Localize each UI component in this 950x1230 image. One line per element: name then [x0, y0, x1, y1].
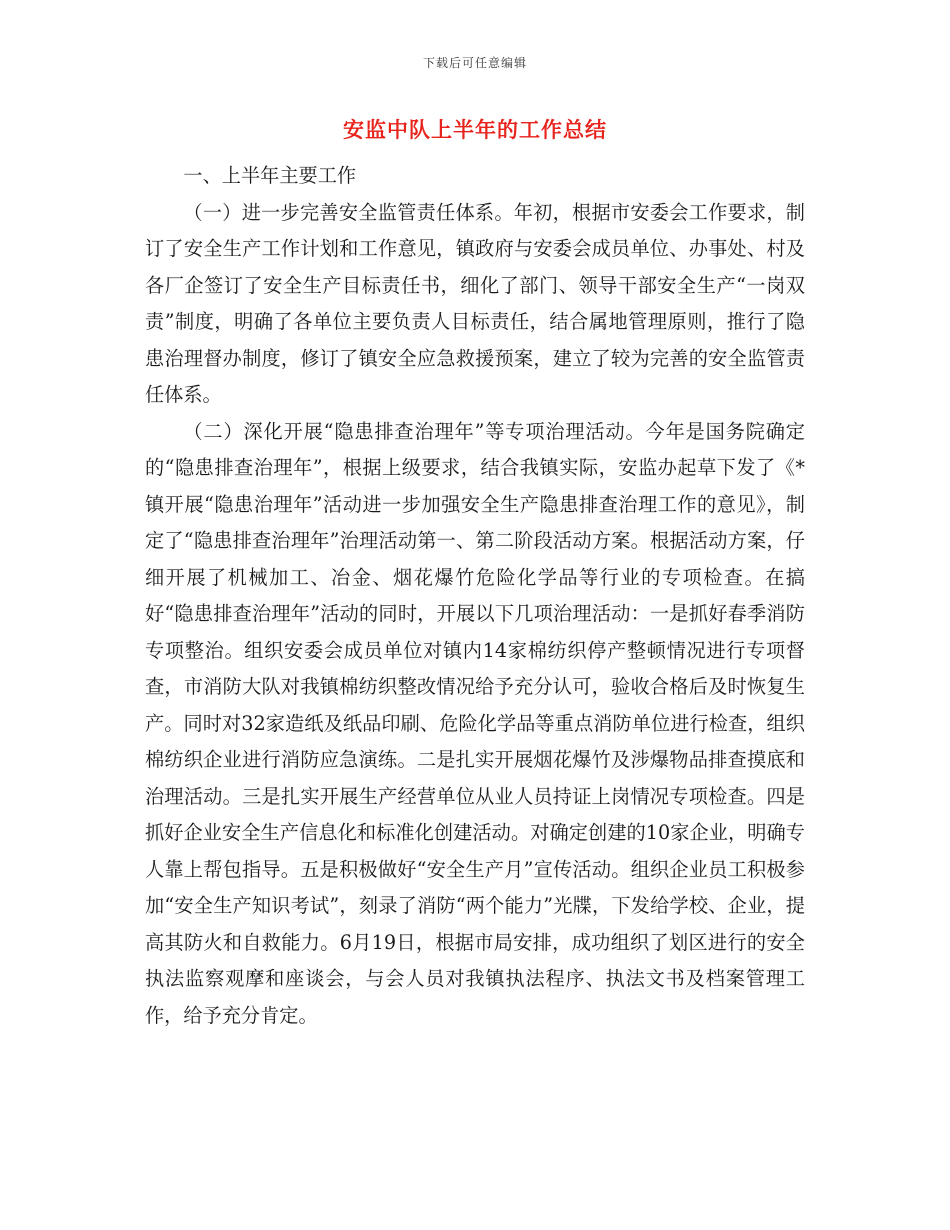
paragraph-1: （一）进一步完善安全监管责任体系。年初，根据市安委会工作要求，制订了安全生产工作计划和工作意见，镇政府与安委会成员单位、办事处、村及各厂企签订了安全生产目标责任书，细化了部门、领导干部安全生产“一岗双责”制度，明确了各单位主要负责人目标责任，结合属地管理原则，推行了隐患治理督办制度，修订了镇安全应急救援预案，建立了较为完善的安全监管责任体系。 [145, 200, 805, 406]
section-heading: 一、上半年主要工作 [183, 164, 357, 187]
header-note: 下载后可任意编辑 [422, 56, 527, 70]
document-title: 安监中队上半年的工作总结 [343, 118, 607, 142]
paragraph-2: （二）深化开展“隐患排查治理年”等专项治理活动。今年是国务院确定的“隐患排查治理年”，根据上级要求，结合我镇实际，安监办起草下发了《*镇开展“隐患治理年”活动进一步加强安全生产隐患排查治理工作的意见》，制定了“隐患排查治理年”治理活动第一、第二阶段活动方案。根据活动方案，仔细开展了机械加工、冶金、烟花爆竹危险化学品等行业的专项检查。在搞好“隐患排查治理年”活动的同时，开展以下几项治理活动：一是抓好春季消防专项整治。组织安委会成员单位对镇内14家棉纺织停产整顿情况进行专项督查，市消防大队对我镇棉纺织整改情况给予充分认可，验收合格后及时恢复生产。同时对32家造纸及纸品印刷、危险化学品等重点消防单位进行检查，组织棉纺织企业进行消防应急演练。二是扎实开展烟花爆竹及涉爆物品排查摸底和治理活动。三是扎实开展生产经营单位从业人员持证上岗情况专项检查。四是抓好企业安全生产信息化和标准化创建活动。对确定创建的10家企业，明确专人靠上帮包指导。五是积极做好“安全生产月”宣传活动。组织企业员工积极参加“安全生产知识考试”，刻录了消防“两个能力”光牒，下发给学校、企业，提高其防火和自救能力。6月19日，根据市局安排，成功组织了划区进行的安全执法监察观摩和座谈会，与会人员对我镇执法程序、执法文书及档案管理工作，给予充分肯定。 [145, 419, 805, 1027]
document-body [145, 158, 805, 1034]
